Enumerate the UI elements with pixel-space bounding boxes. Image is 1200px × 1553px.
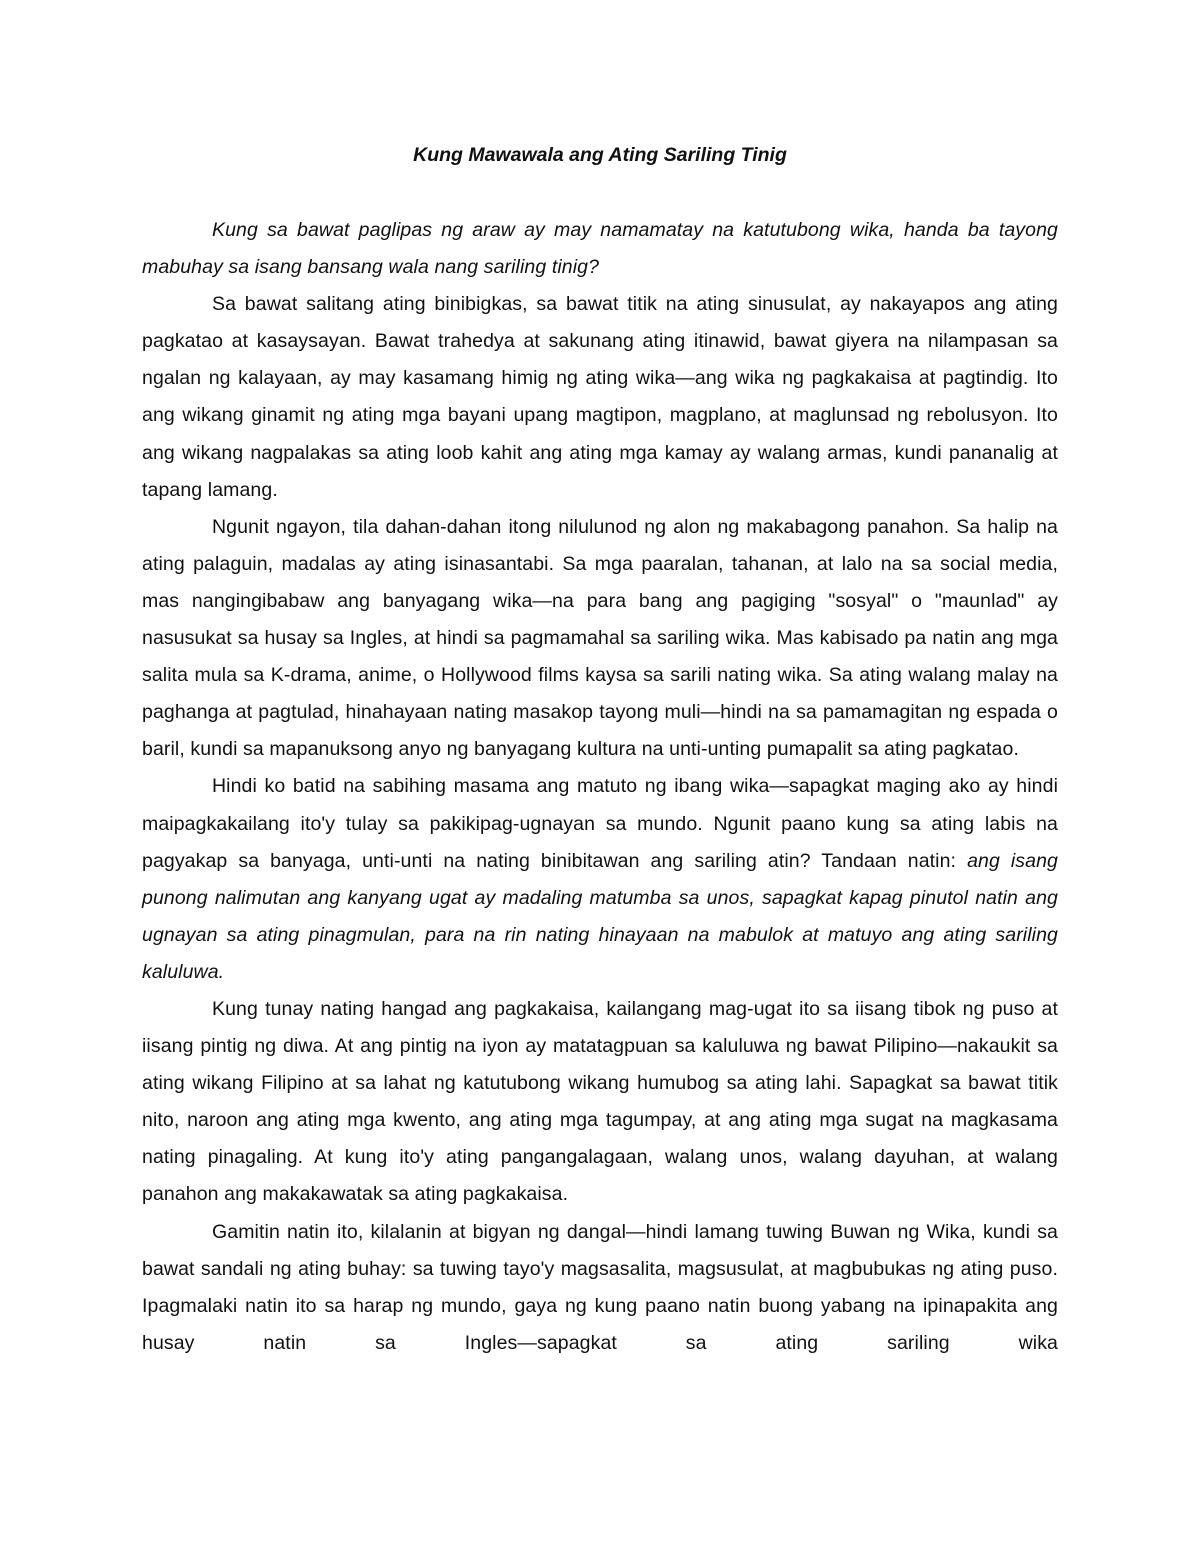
document-body: [142, 212, 1058, 1362]
paragraph-unity: Kung tunay nating hangad ang pagkakaisa, kailangang mag-ugat ito sa iisang tibok ng puso at iisang pintig ng diwa. At ang pintig na iyon ay matatagpuan sa kaluluwa ng bawat Pilipino—nakaukit sa ating wikang Filipino at sa lahat ng katutubong wikang humubog sa ating lahi. Sapagkat sa bawat titik nito, naroon ang ating mga kwento, ang ating mga tagumpay, at ang ating mga sugat na magkasama nating pinagaling. At kung ito'y ating pangangalagaan, walang unos, walang dayuhan, at walang panahon ang makakawatak sa ating pagkakaisa.: [142, 997, 1058, 1206]
paragraph-modern-threat: Ngunit ngayon, tila dahan-dahan itong nilulunod ng alon ng makabagong panahon. Sa halip na ating palaguin, madalas ay ating isinasantabi. Sa mga paaralan, tahanan, at lalo na sa social media, mas nangingibabaw ang banyagang wika—na para bang ang pagiging "sosyal" o "maunlad" ay nasusukat sa husay sa Ingles, at hindi sa pagmamahal sa sariling wika. Mas kabisado pa natin ang mga salita mula sa K-drama, anime, o Hollywood films kaysa sa sarili nating wika. Sa ating walang malay na paghanga at pagtulad, hinahayaan nating masakop tayong muli—hindi na sa pamamagitan ng espada o baril, kundi sa mapanuksong anyo ng banyagang kultura na unti-unting pumapalit sa ating pagkatao.: [142, 515, 1058, 761]
paragraph-roots-emphasis: ang isang punong nalimutan ang kanyang ugat ay madaling matumba sa unos, sapagkat kapag pinutol natin ang ugnayan sa ating pinagmulan, para na rin nating hinayaan na mabulok at matuyo ang ating sariling kaluluwa.: [142, 849, 1058, 983]
paragraph-history: Sa bawat salitang ating binibigkas, sa bawat titik na ating sinusulat, ay nakayapos ang ating pagkatao at kasaysayan. Bawat trahedya at sakunang ating itinawid, bawat giyera na nilampasan sa ngalan ng kalayaan, ay may kasamang himig ng ating wika—ang wika ng pagkakaisa at pagtindig. Ito ang wikang ginamit ng ating mga bayani upang magtipon, magplano, at maglunsad ng rebolusyon. Ito ang wikang nagpalakas sa ating loob kahit ang ating mga kamay ay walang armas, kundi pananalig at tapang lamang.: [142, 293, 1058, 501]
paragraph-intro-question: Kung sa bawat paglipas ng araw ay may namamatay na katutubong wika, handa ba tayong mabuhay sa isang bansang wala nang sariling tinig?: [142, 219, 1058, 279]
document-title: Kung Mawawala ang Ating Sariling Tinig: [413, 144, 787, 166]
paragraph-roots-text: Hindi ko batid na sabihing masama ang matuto ng ibang wika—sapagkat maging ako ay hindi maipagkakailang ito'y tulay sa pakikipag-ugnayan sa mundo. Ngunit paano kung sa ating labis na pagyakap sa banyaga, unti-unti na nating binibitawan ang sariling atin? Tandaan natin:: [142, 775, 1058, 872]
paragraph-call-to-action: Gamitin natin ito, kilalanin at bigyan ng dangal—hindi lamang tuwing Buwan ng Wika, kundi sa bawat sandali ng ating buhay: sa tuwing tayo'y magsasalita, magsusulat, at magbubukas ng ating puso. Ipagmalaki natin ito sa harap ng mundo, gaya ng kung paano natin buong yabang na ipinapakita ang husay natin sa Ingles—sapagkat sa ating sariling wika: [142, 1220, 1058, 1354]
paragraph-roots: [142, 768, 1058, 991]
